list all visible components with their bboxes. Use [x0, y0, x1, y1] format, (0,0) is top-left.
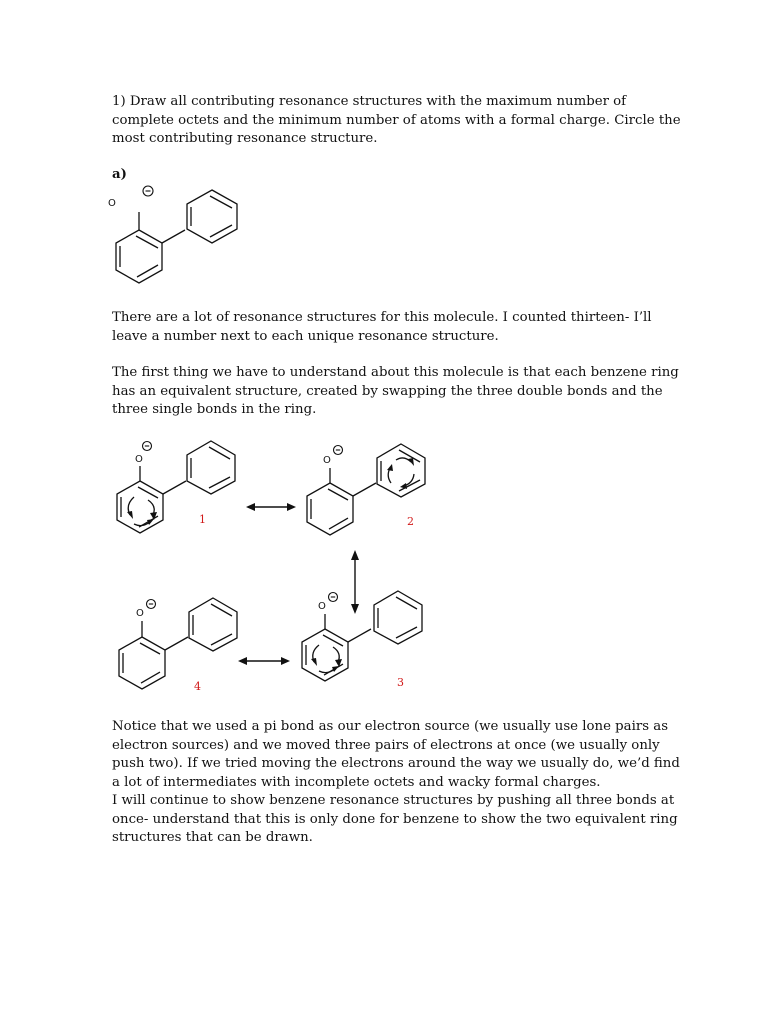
text-line: a lot of intermediates with incomplete octets and wacky formal charges. — [112, 774, 601, 790]
text-line: I will continue to show benzene resonance structures by pushing all three bonds at — [112, 793, 675, 808]
text-line: most contributing resonance structure. — [112, 131, 378, 146]
text-line: Notice that we used a pi bond as our electron source (we usually use lone pairs as — [112, 719, 669, 734]
paragraph-notice — [112, 718, 680, 848]
text-line: 1) Draw all contributing resonance structures with the maximum number of — [112, 94, 627, 109]
text-line: has an equivalent structure, created by swapping the three double bonds and the — [112, 383, 663, 399]
text-line: electron sources) and we moved three pairs of electrons at once (we usually only — [112, 737, 660, 753]
text-line: leave a number next to each unique resonance structure. — [112, 328, 499, 344]
text-line: three single bonds in the ring. — [112, 402, 317, 417]
structure-number: 2 — [407, 515, 414, 528]
structure-number: 1 — [199, 513, 206, 526]
text-line: once- understand that this is only done for benzene to show the two equivalent ring — [112, 811, 678, 827]
structure-number: 4 — [194, 680, 201, 693]
text-line: There are a lot of resonance structures for this molecule. I counted thirteen- I’ll — [112, 310, 652, 325]
part-label: a) — [112, 167, 127, 182]
oxygen-atom-label: O — [318, 601, 326, 612]
text-line: push two). If we tried moving the electrons around the way we usually do, we’d find — [112, 756, 680, 771]
oxygen-atom-label: O — [108, 198, 116, 209]
text-line: structures that can be drawn. — [112, 830, 313, 845]
oxygen-atom-label: O — [323, 455, 331, 466]
oxygen-atom-label: O — [136, 608, 144, 619]
text-line: complete octets and the minimum number of atoms with a formal charge. Circle the — [112, 112, 681, 128]
structure-number: 3 — [397, 676, 404, 689]
text-line: The first thing we have to understand about this molecule is that each benzene ring — [112, 365, 679, 380]
oxygen-atom-label: O — [135, 454, 143, 465]
